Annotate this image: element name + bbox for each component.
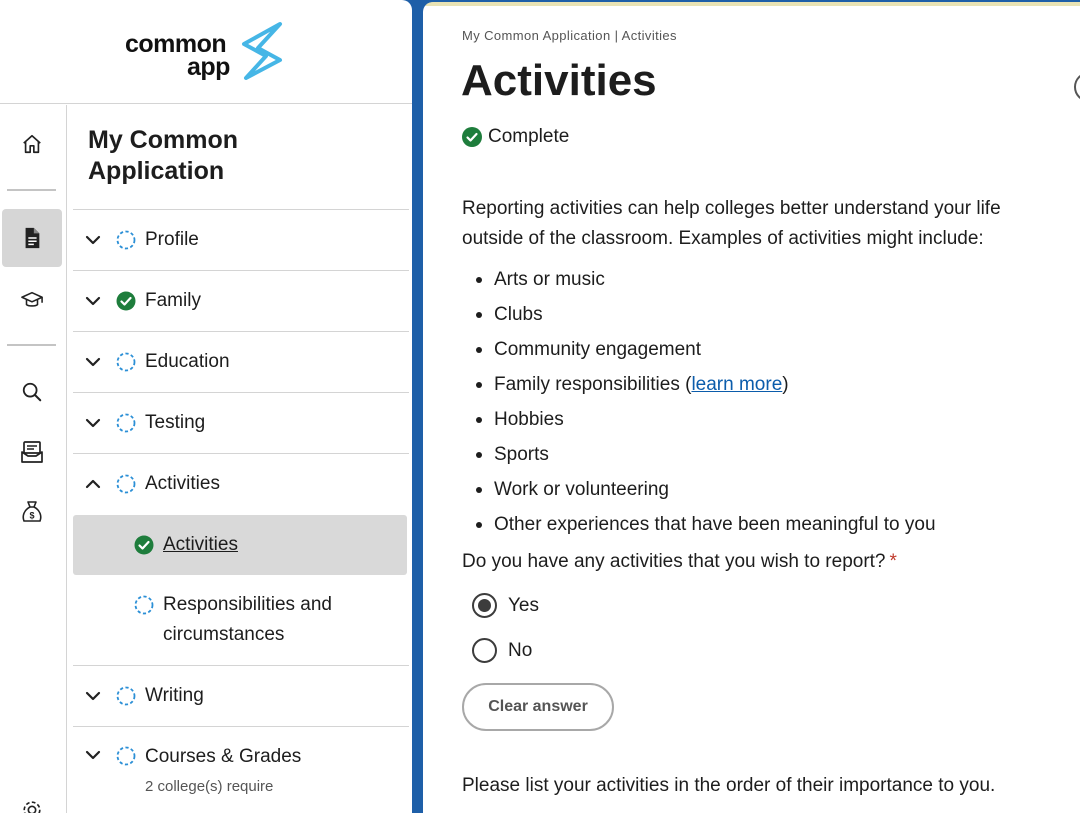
list-item: Hobbies <box>462 402 936 437</box>
check-circle-icon <box>462 127 482 147</box>
check-circle-icon <box>134 535 154 555</box>
list-item: Family responsibilities ( learn more ) <box>462 367 936 402</box>
nav-section-label: Education <box>145 351 230 372</box>
incomplete-status-icon <box>116 686 136 706</box>
nav-title: My Common Application <box>88 126 238 185</box>
graduation-cap-icon <box>20 289 44 311</box>
logo-bar <box>0 0 412 104</box>
search-icon <box>21 381 43 403</box>
breadcrumb: My Common Application | Activities <box>462 28 677 43</box>
page-title: Activities <box>461 56 657 105</box>
money-bag-icon <box>20 500 44 524</box>
search-button[interactable] <box>2 363 62 421</box>
list-item: Arts or music <box>462 262 936 297</box>
application-nav <box>68 105 412 813</box>
nav-subitem-label: Responsibilities and circumstances <box>163 594 332 645</box>
chevron-down-icon <box>84 746 102 764</box>
list-item: Clubs <box>462 297 936 332</box>
incomplete-status-icon <box>116 746 136 766</box>
list-item: Sports <box>462 437 936 472</box>
radio-circle[interactable] <box>472 638 497 663</box>
settings-icon <box>21 799 43 813</box>
home-button[interactable] <box>2 115 62 173</box>
help-button-edge[interactable] <box>1074 72 1080 102</box>
common-app-logo[interactable] <box>125 30 235 81</box>
clear-answer-button[interactable]: Clear answer <box>462 683 614 731</box>
activities-question: Do you have any activities that you wish to report? * <box>462 551 897 572</box>
nav-section-note: 2 college(s) require <box>145 778 274 795</box>
nav-section-label: Activities <box>145 473 220 494</box>
list-item: Work or volunteering <box>462 472 936 507</box>
nav-section-profile[interactable] <box>73 209 409 270</box>
required-mark: * <box>889 551 897 572</box>
document-icon <box>22 227 42 249</box>
chevron-down-icon <box>84 687 102 705</box>
left-panel <box>0 0 412 813</box>
nav-section-label: Profile <box>145 229 199 250</box>
logo-mark-icon <box>236 20 284 84</box>
chevron-down-icon <box>84 292 102 310</box>
inbox-button[interactable] <box>2 423 62 481</box>
incomplete-status-icon <box>116 474 136 494</box>
nav-section-activities[interactable] <box>73 453 409 514</box>
svg-text:$: $ <box>29 510 35 521</box>
incomplete-status-icon <box>116 230 136 250</box>
status-text: Complete <box>488 126 570 147</box>
nav-section-family[interactable] <box>73 270 409 331</box>
incomplete-status-icon <box>134 595 154 615</box>
list-item: Other experiences that have been meaningful to you <box>462 507 936 542</box>
radio-no[interactable] <box>472 638 532 663</box>
chevron-down-icon <box>84 414 102 432</box>
list-instructions: Please list your activities in the order of their importance to you. <box>462 775 996 796</box>
examples-list <box>462 262 936 542</box>
status-complete <box>462 126 569 148</box>
nav-section-writing[interactable] <box>73 665 409 726</box>
incomplete-status-icon <box>116 413 136 433</box>
nav-section-courses-grades[interactable] <box>73 726 409 813</box>
icon-rail <box>0 105 67 813</box>
chevron-down-icon <box>84 353 102 371</box>
home-icon <box>21 133 43 155</box>
nav-section-label: Testing <box>145 412 206 433</box>
financial-aid-button[interactable] <box>2 483 62 541</box>
list-item: Community engagement <box>462 332 936 367</box>
radio-label: Yes <box>508 594 539 616</box>
chevron-up-icon <box>84 475 102 493</box>
nav-section-testing[interactable] <box>73 392 409 453</box>
logo-line-1: common <box>125 30 227 58</box>
learn-more-link[interactable]: learn more <box>691 374 783 395</box>
incomplete-status-icon <box>116 352 136 372</box>
nav-subitem-responsibilities[interactable] <box>73 575 407 665</box>
intro-text: Reporting activities can help colleges better understand your life outside of the classroom. Examples of activities might include: <box>462 198 1001 249</box>
chevron-down-icon <box>84 231 102 249</box>
application-button[interactable] <box>2 209 62 267</box>
nav-subitem-label: Activities <box>163 534 238 555</box>
settings-button[interactable] <box>2 781 62 813</box>
radio-label: No <box>508 639 533 661</box>
inbox-icon <box>20 440 44 464</box>
nav-section-label: Family <box>145 290 201 311</box>
nav-section-label: Writing <box>145 685 204 706</box>
nav-section-education[interactable] <box>73 331 409 392</box>
radio-yes[interactable] <box>472 593 539 618</box>
radio-circle[interactable] <box>472 593 497 618</box>
nav-subitem-activities[interactable] <box>73 515 407 575</box>
main-content <box>423 2 1080 813</box>
nav-section-label: Courses & Grades <box>145 746 302 767</box>
check-circle-icon <box>116 291 136 311</box>
college-search-button[interactable] <box>2 271 62 329</box>
logo-line-2: app <box>187 53 230 81</box>
